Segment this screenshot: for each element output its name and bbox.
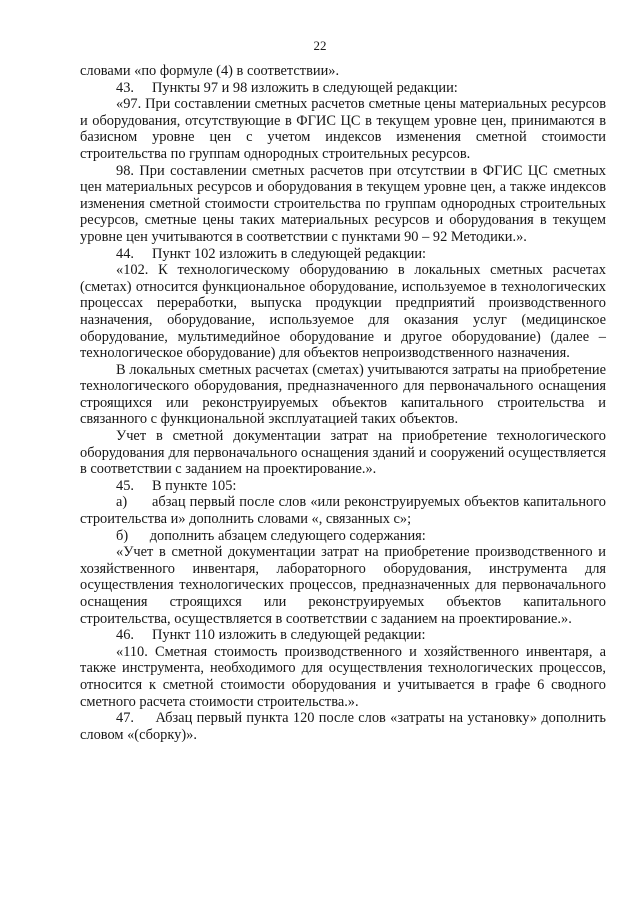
paragraph: 44. Пункт 102 изложить в следующей редакции: [116,245,427,262]
paragraph: «110. Сметная стоимость производственного и хозяйственного инвентаря, а также инструмента, необходимого для осуществления технологических процессов, относится к сметной стоимости оборудования и учитывается в графе 6 сводного сметного расчета стоимости строительства.». [80,643,606,710]
paragraph: «Учет в сметной документации затрат на приобретение производственного и хозяйственного инвентаря, лабораторного оборудования, инструмента для осуществления технологических процессов, предназначенных для первоначального оснащения строящихся или реконструируемых объектов капитального строительства, осуществляется в соответствии с заданием на проектирование.». [80,544,606,627]
paragraph: 45. В пункте 105: [116,477,237,494]
paragraph: Учет в сметной документации затрат на приобретение технологического оборудования для первоначального оснащения зданий и сооружений осуществляется в соответствии с заданием на проектирование.». [80,428,606,478]
paragraph: 46. Пункт 110 изложить в следующей редакции: [116,627,426,644]
paragraph: 98. При составлении сметных расчетов при отсутствии в ФГИС ЦС сметных цен материальных ресурсов и оборудования в текущем уровне цен, а также индексов изменения сметной стоимости строительства по группам однородных строительных ресурсов, сметные цены таких материальных ресурсов и оборудования в текущем уровне цен учитываются в соответствии с пунктами 90 – 92 Методики.». [80,162,606,245]
paragraph: «97. При составлении сметных расчетов сметные цены материальных ресурсов и оборудования, отсутствующие в ФГИС ЦС в текущем уровне цен, принимаются в базисном уровне цен с учетом индексов изменения сметной стоимости строительства по группам однородных строительных ресурсов. [80,96,606,162]
page-number: 22 [313,38,327,53]
paragraph: «102. К технологическому оборудованию в локальных сметных расчетах (сметах) относится функциональное оборудование, используемое в технологических процессах переработки, выпуска продукции предприятий производственного назначения, оборудование, используемое для оказания услуг (медицинское оборудование, мультимедийное оборудование и другое оборудование) (далее – технологическое оборудование) для объектов непроизводственного назначения. [80,262,606,362]
document-body [80,63,606,743]
paragraph: 43. Пункты 97 и 98 изложить в следующей редакции: [116,79,458,96]
paragraph: словами «по формуле (4) в соответствии». [80,63,340,79]
paragraph: б) дополнить абзацем следующего содержания: [116,527,426,544]
paragraph: 47. Абзац первый пункта 120 после слов «затраты на установку» дополнить словом «(сборку)». [80,710,606,743]
paragraph: а) абзац первый после слов «или реконструируемых объектов капитального строительства и» дополнить словами «, связанных с»; [80,494,606,528]
paragraph: В локальных сметных расчетах (сметах) учитываются затраты на приобретение технологического оборудования, предназначенного для первоначального оснащения строящихся или реконструируемых объектов капитального строительства и связанного с функциональной эксплуатацией таких объектов. [80,361,606,428]
